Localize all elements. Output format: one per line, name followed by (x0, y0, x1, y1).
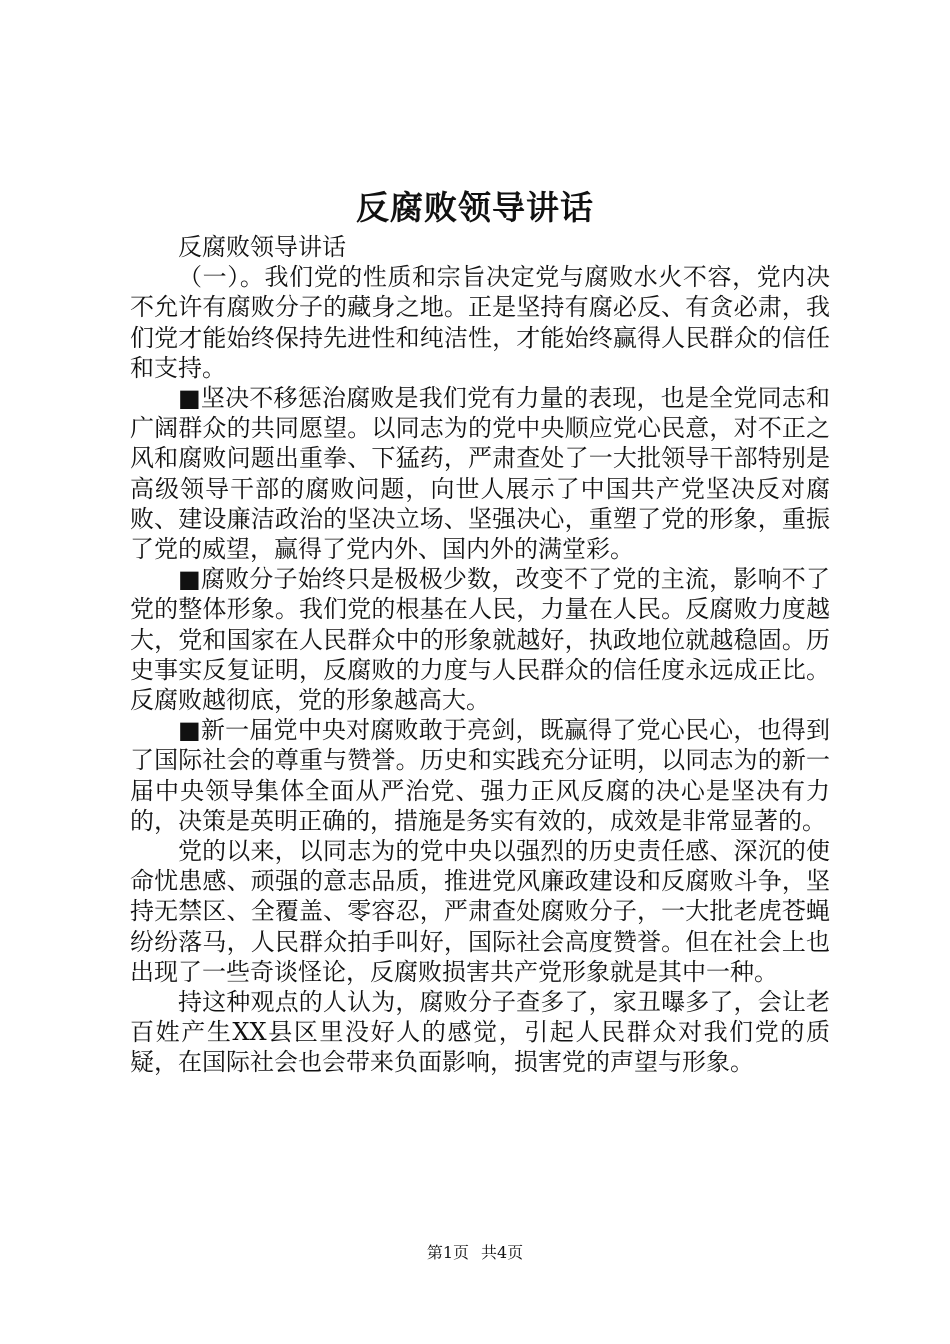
document-title: 反腐败领导讲话 (356, 188, 594, 227)
paragraph-2: ■坚决不移惩治腐败是我们党有力量的表现，也是全党同志和广阔群众的共同愿望。以同志为的党中央顺应党心民意，对不正之风和腐败问题出重拳、下猛药，严肃查处了一大批领导干部特别是高级领导干部的腐败问题，向世人展示了中国共产党坚决反对腐败、建设廉洁政治的坚决立场、坚强决心，重塑了党的形象，重振了党的威望，赢得了党内外、国内外的满堂彩。 (130, 384, 830, 564)
document-body (130, 232, 830, 1078)
paragraph-1: （一）。我们党的性质和宗旨决定党与腐败水火不容，党内决不允许有腐败分子的藏身之地。正是坚持有腐必反、有贪必肃，我们党才能始终保持先进性和纯洁性，才能始终赢得人民群众的信任和支持。 (130, 263, 830, 382)
paragraph-5: 党的以来，以同志为的党中央以强烈的历史责任感、深沉的使命忧患感、顽强的意志品质，推进党风廉政建设和反腐败斗争，坚持无禁区、全覆盖、零容忍，严肃查处腐败分子，一大批老虎苍蝇纷纷落马，人民群众拍手叫好，国际社会高度赞誉。但在社会上也出现了一些奇谈怪论，反腐败损害共产党形象就是其中一种。 (130, 837, 830, 986)
paragraph-subtitle: 反腐败领导讲话 (178, 233, 346, 261)
page-number: 第1页 (426, 1243, 469, 1262)
paragraph-3: ■腐败分子始终只是极极少数，改变不了党的主流，影响不了党的整体形象。我们党的根基在人民，力量在人民。反腐败力度越大，党和国家在人民群众中的形象就越好，执政地位就越稳固。历史事实反复证明，反腐败的力度与人民群众的信任度永远成正比。反腐败越彻底，党的形象越高大。 (130, 565, 830, 715)
page-footer (0, 1242, 950, 1264)
paragraph-4: ■新一届党中央对腐败敢于亮剑，既赢得了党心民心，也得到了国际社会的尊重与赞誉。历史和实践充分证明，以同志为的新一届中央领导集体全面从严治党、强力正风反腐的决心是坚决有力的，决策是英明正确的，措施是务实有效的，成效是非常显著的。 (130, 716, 830, 835)
paragraph-6: 持这种观点的人认为，腐败分子查多了，家丑曝多了，会让老百姓产生XX县区里没好人的感觉，引起人民群众对我们党的质疑，在国际社会也会带来负面影响，损害党的声望与形象。 (130, 988, 830, 1077)
page-total: 共4页 (481, 1243, 524, 1262)
